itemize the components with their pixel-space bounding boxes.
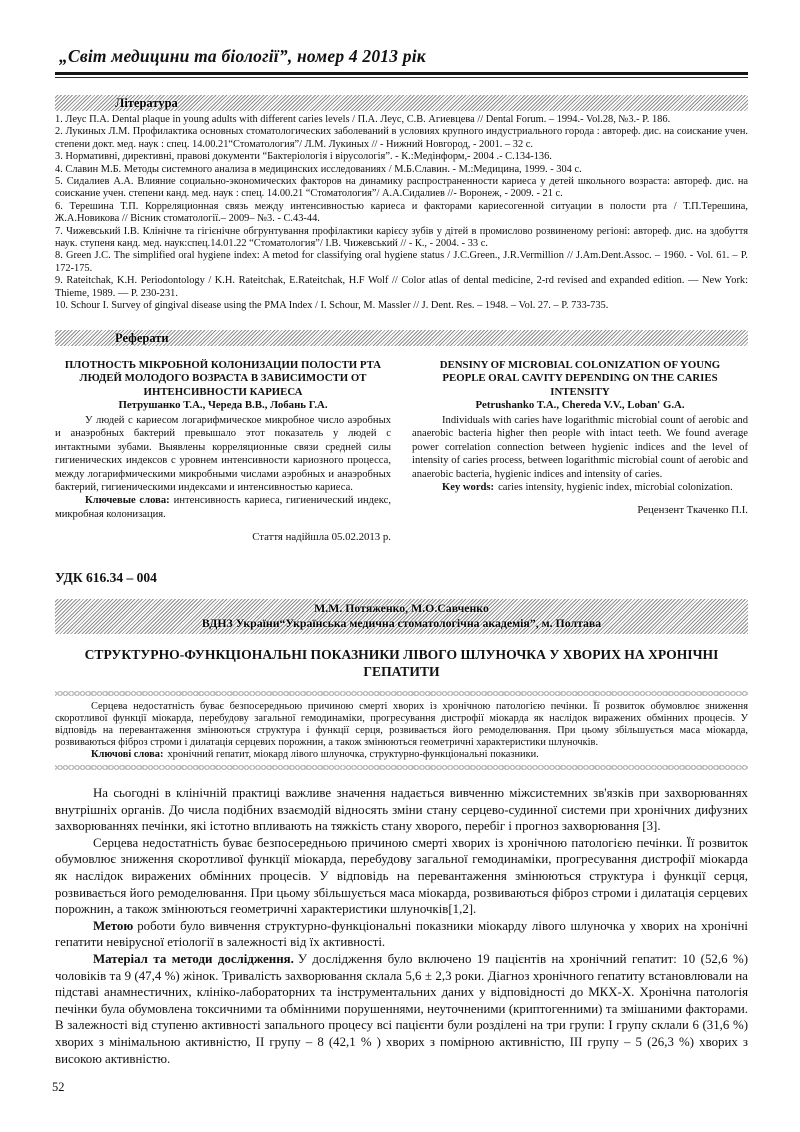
- body-paragraph: [55, 951, 748, 1067]
- article-abstract: [55, 701, 748, 761]
- reference-item: 8. Green J.C. The simplified oral hygiene index: A metod for classifying oral hygiene status / J.C.Green., J.R.Vermillion // J.Am.Dent.Assoc. – 1960. - Vol. 61. – P. 172-175.: [55, 250, 748, 274]
- header-rule-thin: [55, 77, 748, 78]
- paragraph-text: У дослідження було включено 19 пацієнтів на хронічний гепатит: 10 (52,6 %) чоловіків та 9 (47,4 %) жінок. Тривалість захворювання склала 5,6 ± 2,3 роки. Діагноз хронічного гепатиту встановлювали на підставі анамнестичних, клініко-лабораторних та інструментальних даних у відповідності до МКХ-Х. Хронічна патологія печінки була обумовлена токсичними та обмінними порушеннями, неуточненими (криптогенними) та змішаними факторами. В залежності від ступеню активності запального процесу всі пацієнти були розділені на три групи: І групу склали 6 (31,6 %) хворих з мінімальною активністю, ІІ групу – 8 (42,1 % ) хворих з помірною активністю, ІІІ групу – 5 (26,3 %) хворих з високою активністю.: [55, 951, 748, 1066]
- abstracts-section-banner: [55, 330, 748, 346]
- udc-code: УДК 616.34 – 004: [55, 569, 157, 585]
- body-paragraph: [55, 918, 748, 951]
- article-abstract-keywords: [55, 749, 748, 761]
- abstract-column-russian: [55, 359, 391, 545]
- paragraph-text: Серцева недостатність буває безпосередньою причиною смерті хворих із хронічною патологією печінки. Її розвиток обумовлює зниження скоротливої функції міокарда, перебудову загальної гемодинаміки, прогресування дистрофії міокарда як наслідок виражених обмінних процесів. У відповідь на перевантаження змінюються структура і функції серця, розвивається його ремоделювання. При цьому збільшується маса міокарда, розвиваються фіброз строми і дилатація серцевих порожнин, а також змінюються геометричні характеристики шлуночків[1,2].: [55, 835, 748, 917]
- body-paragraph: [55, 835, 748, 918]
- paragraph-lead: Метою: [93, 918, 134, 933]
- article-reviewer: Рецензент Ткаченко П.І.: [637, 504, 748, 517]
- page-number: 52: [52, 1080, 65, 1094]
- reference-item: 7. Чижевський І.В. Клінічне та гігієнічне обгрунтування профілактики карієсу зубів у дітей в промислово розвиненому регіоні: автореф. дис. на здобуття наук. ступеня канд. мед. наук:спец.14.01.22 “Стоматология”/ І.В. Чижевський // - К., - 2004. - 33 с.: [55, 225, 748, 250]
- article-abstract-text: Серцева недостатність буває безпосередньою причиною смерті хворих із хронічною патологією печінки. Її розвиток обумовлює зниження скоротливої функції міокарда, перебудову загальної гемодинаміки, прогресування дистрофії міокарда як наслідок виражених обмінних процесів. У відповідь на перевантаження змінюються структура і функції серця, розвивається його ремоделювання. При цьому збільшується маса міокарда, розвиваються фіброз строми і дилатація серцевих порожнин, а також змінюються геометричні характеристики шлуночків.: [55, 700, 748, 748]
- literature-section-label: Література: [115, 96, 178, 110]
- body-paragraph: [55, 785, 748, 835]
- paragraph-text: роботи було вивчення структурно-функціональні показники міокарду лівого шлуночка у хворих на хронічні гепатити невірусної етіології в залежності від їх активності.: [55, 918, 748, 950]
- references-list: [55, 114, 748, 313]
- article-body: [55, 785, 748, 1067]
- paragraph-text: На сьогодні в клінічній практиці важливе значення надається вивченню міжсистемних зв'язків при захворюваннях внутрішніх органів. До числа подібних взаємодій відносять зміни стану серцево-судинної системи при хронічних дифузних захворюваннях печінки, які істотно впливають на тяжкість стану хворого, перебіг і прогноз захворювання [3].: [55, 786, 748, 834]
- abstract-keywords-ru: [55, 494, 391, 521]
- abstract-body-en: Individuals with caries have logarithmic microbial count of aerobic and anaerobic bacteria higher then people with intact teeth. We found average power correlation connection between hygienic indices and the level of intensity of caries process, between logarithmic microbial count of aerobic and anaerobic bacteria, hygienic indices and intensity of caries.: [412, 414, 748, 480]
- article-title: СТРУКТУРНО-ФУНКЦІОНАЛЬНІ ПОКАЗНИКИ ЛІВОГО ШЛУНОЧКА У ХВОРИХ НА ХРОНІЧНІ ГЕПАТИТИ: [84, 646, 719, 680]
- header-rule-thick: [55, 72, 748, 75]
- abstract-title-ru: ПЛОТНОСТЬ МІКРОБНОЙ КОЛОНИЗАЦИИ ПОЛОСТИ РТА ЛЮДЕЙ МОЛОДОГО ВОЗРАСТА В ЗАВИСИМОСТИ ОТ ИНТЕНСИВНОСТИ КАРИЕСА: [64, 358, 382, 398]
- article-authors-banner: [55, 599, 748, 634]
- keywords-text-en: caries intensity, hygienic index, microbial colonization.: [498, 481, 733, 493]
- page-content: [55, 46, 748, 1067]
- reference-item: 3. Нормативні, директивні, правові документи “Бактеріологія і вірусологія”. - К.:Медінформ,- 2004 .- С.134-136.: [55, 151, 552, 163]
- reference-item: 10. Schour I. Survey of gingival disease using the PMA Index / I. Schour, M. Massler // J. Dent. Res. – 1948. – Vol. 27. – P. 733-735.: [55, 300, 609, 312]
- zigzag-divider-top: [55, 691, 748, 696]
- abstract-title-en: DENSINY OF MICROBIAL COLONIZATION OF YOUNG PEOPLE ORAL CAVITY DEPENDING ON THE CARIES INTENSITY: [439, 358, 721, 398]
- abstract-column-english: [412, 359, 748, 545]
- zigzag-divider-bottom: [55, 765, 748, 770]
- abstract-authors-en: Petrushanko T.A., Chereda V.V., Loban' G.A.: [475, 399, 685, 412]
- abstracts-columns: [55, 359, 748, 545]
- reference-item: 5. Сидалиев А.А. Влияние социально-экономических факторов на динамику распространенности кариеса у детей школьного возраста: автореф. дис. на соискание учен. степени канд. мед. наук : спец. 14.00.21 “Стоматология”/ А.А.Сидалиев //- Воронеж, - 2009. - 21 с.: [55, 176, 748, 200]
- journal-header: „Світ медицини та біології”, номер 4 2013 рік: [59, 46, 426, 66]
- keywords-text-ru: интенсивность кариеса, гигиенический индекс, микробная колонизация.: [55, 495, 391, 520]
- reference-item: 6. Терешина Т.П. Корреляционная связь между интенсивностью кариеса и факторами кариесогенной ситуации в полости рта / Т.П.Терешина, Ж.А.Новикова // Вісник стоматології.– 2009– №3. - С.43-44.: [55, 200, 748, 225]
- reference-item: 9. Rateitchak, K.H. Periodontology / K.H. Rateitchak, E.Rateitchak, H.F Wolf // Color atlas of dental medicine, 2-rd revised and expanded edition. — New York: Thieme, 1989. — P. 230-231.: [55, 275, 748, 299]
- paragraph-lead: Матеріал та методи дослідження.: [93, 951, 294, 966]
- literature-section-banner: [55, 95, 748, 111]
- abstract-keywords-en: [412, 481, 748, 494]
- abstracts-section-label: Реферати: [115, 330, 169, 345]
- article-authors-line: М.М. Потяженко, М.О.Савченко: [314, 600, 489, 615]
- article-keywords-label: Ключові слова:: [91, 748, 164, 760]
- reference-item: 2. Лукиных Л.М. Профилактика основных стоматологических заболеваний в условиях крупного индустриального города : автореф. дис. на соискание учен. степени докт. мед. наук : спец. 14.00.21“Стоматология”/ Л.М. Лукиных // - Нижний Новгород, - 2001. – 32 с.: [55, 126, 748, 150]
- article-affiliation-line: ВДНЗ України“Українська медична стоматологічна академія”, м. Полтава: [201, 615, 602, 630]
- reference-item: 4. Славин М.Б. Методы системного анализа в медицинских исследованиях / М.Б.Славин. - М.:Медицина, 1999. - 304 с.: [55, 163, 582, 175]
- abstract-authors-ru: Петрушанко Т.А., Череда В.В., Лобань Г.А.: [118, 399, 328, 412]
- keywords-label-en: Key words:: [442, 481, 495, 493]
- article-keywords-text: хронічний гепатит, міокард лівого шлуночка, структурно-функціональні показники.: [167, 748, 539, 760]
- reference-item: 1. Леус П.А. Dental plaque in young adults with different caries levels / П.А. Леус, С.В. Агиевцева // Dental Forum. – 1994.- Vol.28, №3.- P. 186.: [55, 114, 671, 125]
- keywords-label-ru: Ключевые слова:: [85, 495, 170, 507]
- article-received-date: Стаття надійшла 05.02.2013 р.: [252, 531, 391, 544]
- abstract-body-ru: У людей с кариесом логарифмическое микробное число аэробных и анаэробных бактерий превышало этот показатель у людей с интактными зубами. Выявлены корреляционные связи средней силы гигиенических индексов с уровнем интенсивности кариозного процесса, между логарифмическими микробными числами аэробных и анаэробных бактерий, гигиеническими индексами и интенсивностью кариеса.: [55, 414, 391, 493]
